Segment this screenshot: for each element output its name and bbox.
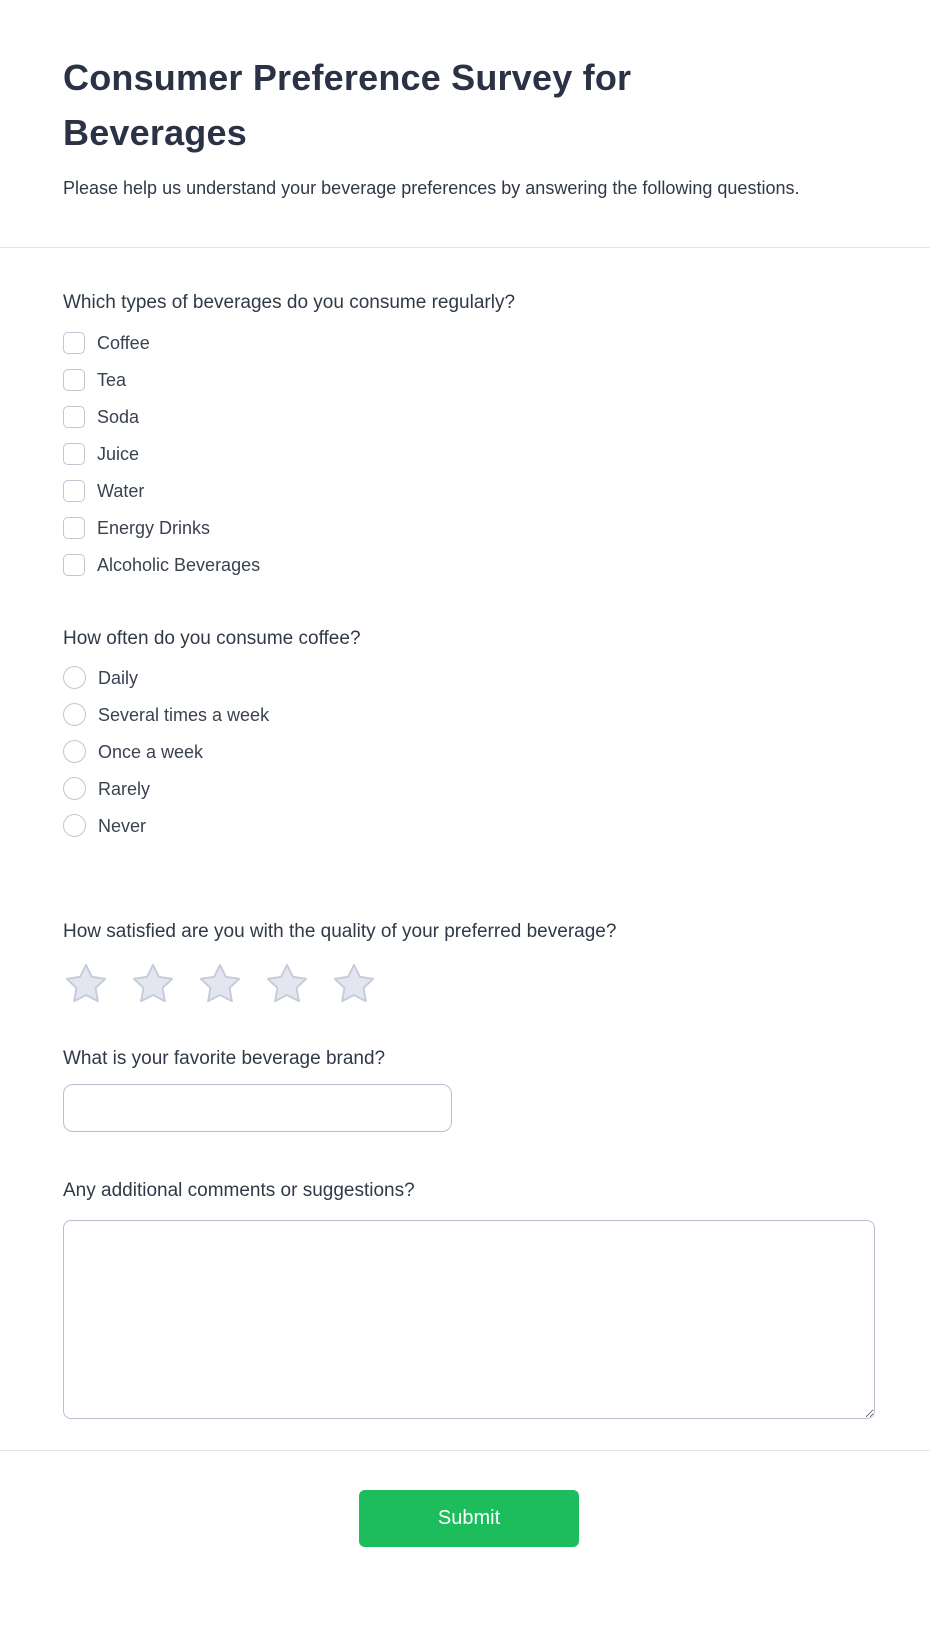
radio-button[interactable] — [63, 666, 86, 689]
option-label: Daily — [98, 667, 139, 688]
form-body — [0, 248, 930, 1419]
question-label: How often do you consume coffee? — [63, 628, 361, 649]
radio-button[interactable] — [63, 777, 86, 800]
radio-button[interactable] — [63, 740, 86, 763]
option-label: Tea — [97, 369, 127, 390]
checkbox-option-energy-drinks[interactable] — [63, 509, 875, 546]
radio-button[interactable] — [63, 703, 86, 726]
checkbox[interactable] — [63, 406, 85, 428]
question-comments — [63, 1177, 875, 1419]
radio-button[interactable] — [63, 814, 86, 837]
option-label: Juice — [97, 443, 140, 464]
checkbox[interactable] — [63, 554, 85, 576]
radio-group — [63, 659, 875, 844]
option-label: Several times a week — [98, 704, 270, 725]
checkbox[interactable] — [63, 443, 85, 465]
checkbox-option-water[interactable] — [63, 472, 875, 509]
checkbox-option-coffee[interactable] — [63, 324, 875, 361]
radio-option-daily[interactable] — [63, 659, 875, 696]
question-label: What is your favorite beverage brand? — [63, 1048, 386, 1069]
checkbox[interactable] — [63, 332, 85, 354]
form-title: Consumer Preference Survey for Beverages — [63, 57, 632, 153]
checkbox-option-alcoholic-beverages[interactable] — [63, 546, 875, 583]
star-icon[interactable] — [264, 960, 310, 1006]
option-label: Alcoholic Beverages — [97, 554, 261, 575]
submit-button[interactable]: Submit — [359, 1490, 579, 1547]
star-icon[interactable] — [331, 960, 377, 1006]
checkbox-group — [63, 324, 875, 583]
comments-textarea[interactable] — [63, 1220, 875, 1419]
checkbox-option-juice[interactable] — [63, 435, 875, 472]
checkbox[interactable] — [63, 480, 85, 502]
question-label: How satisfied are you with the quality of your preferred beverage? — [63, 921, 617, 942]
favorite-brand-input[interactable] — [63, 1084, 452, 1132]
question-beverage-types — [63, 289, 875, 583]
radio-option-rarely[interactable] — [63, 770, 875, 807]
option-label: Water — [97, 480, 145, 501]
checkbox-option-soda[interactable] — [63, 398, 875, 435]
question-favorite-brand — [63, 1045, 875, 1132]
checkbox[interactable] — [63, 517, 85, 539]
option-label: Once a week — [98, 741, 204, 762]
question-label: Any additional comments or suggestions? — [63, 1180, 415, 1201]
radio-option-several-times-a-week[interactable] — [63, 696, 875, 733]
star-icon[interactable] — [197, 960, 243, 1006]
option-label: Coffee — [97, 332, 150, 353]
form-header — [0, 0, 930, 247]
question-label: Which types of beverages do you consume regularly? — [63, 292, 516, 313]
radio-option-once-a-week[interactable] — [63, 733, 875, 770]
star-icon[interactable] — [130, 960, 176, 1006]
question-coffee-frequency — [63, 625, 875, 844]
star-rating — [63, 960, 875, 1006]
checkbox[interactable] — [63, 369, 85, 391]
star-icon[interactable] — [63, 960, 109, 1006]
option-label: Energy Drinks — [97, 517, 211, 538]
radio-option-never[interactable] — [63, 807, 875, 844]
checkbox-option-tea[interactable] — [63, 361, 875, 398]
option-label: Never — [98, 815, 147, 836]
option-label: Soda — [97, 406, 140, 427]
question-satisfaction — [63, 918, 875, 1006]
option-label: Rarely — [98, 778, 151, 799]
form-description: Please help us understand your beverage preferences by answering the following questions. — [63, 178, 800, 198]
form-footer — [0, 1451, 930, 1598]
